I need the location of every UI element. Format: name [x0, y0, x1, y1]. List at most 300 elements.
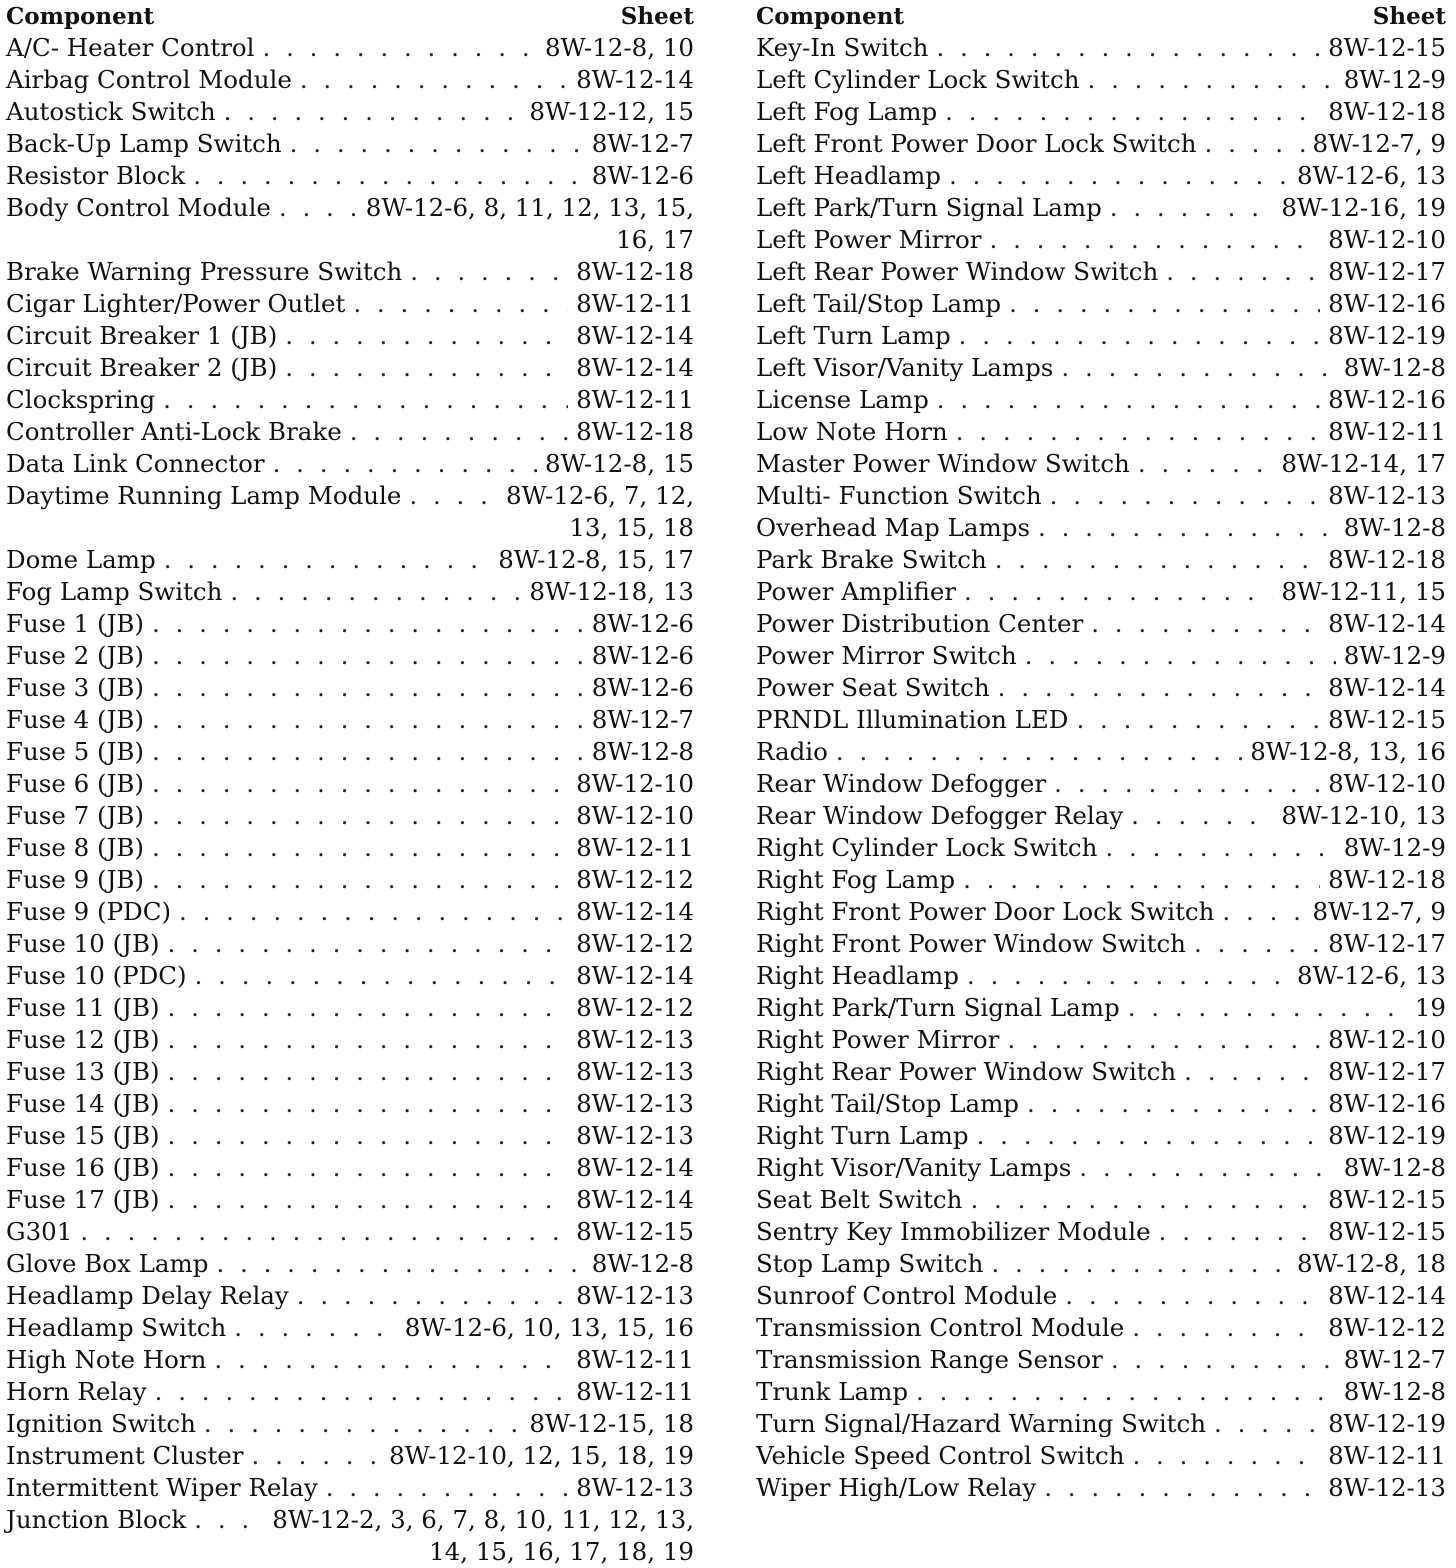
dot-leader	[970, 1184, 1320, 1216]
dot-leader	[1007, 1024, 1320, 1056]
sheet-reference: 8W-12-14	[576, 897, 694, 926]
component-entry	[756, 256, 1446, 288]
dot-leader	[193, 160, 584, 192]
dot-leader	[949, 160, 1289, 192]
component-name: Fuse 8 (JB)	[6, 833, 144, 862]
sheet-reference: 8W-12-8	[1343, 513, 1446, 542]
component-entry	[756, 1408, 1446, 1440]
dot-leader	[836, 736, 1242, 768]
component-entry	[756, 704, 1446, 736]
component-name: Master Power Window Switch	[756, 449, 1130, 478]
component-name: Fuse 6 (JB)	[6, 769, 144, 798]
component-entry	[756, 1312, 1446, 1344]
component-entry	[756, 960, 1446, 992]
component-entry	[6, 192, 694, 224]
dot-leader	[152, 608, 584, 640]
component-name: Left Power Mirror	[756, 225, 982, 254]
dot-leader	[152, 864, 568, 896]
sheet-reference: 8W-12-16	[1328, 289, 1446, 318]
component-entry	[756, 192, 1446, 224]
dot-leader	[1044, 1472, 1320, 1504]
sheet-reference: 8W-12-9	[1343, 833, 1446, 862]
component-name: Right Front Power Door Lock Switch	[756, 897, 1215, 926]
component-entry	[756, 416, 1446, 448]
sheet-reference: 8W-12-9	[1343, 641, 1446, 670]
component-name: Circuit Breaker 2 (JB)	[6, 353, 278, 382]
component-entry	[756, 1056, 1446, 1088]
sheet-reference: 8W-12-10, 12, 15, 18, 19	[389, 1441, 694, 1470]
dot-leader	[152, 800, 568, 832]
component-entry	[6, 64, 694, 96]
component-entry	[6, 1088, 694, 1120]
sheet-reference: 8W-12-10	[1328, 1025, 1446, 1054]
dot-leader	[152, 672, 584, 704]
component-name: Fuse 7 (JB)	[6, 801, 144, 830]
sheet-reference: 8W-12-13	[576, 1281, 694, 1310]
dot-leader	[937, 384, 1320, 416]
component-name: Fuse 15 (JB)	[6, 1121, 160, 1150]
component-entry	[6, 992, 694, 1024]
dot-leader	[1061, 352, 1335, 384]
component-name: Intermittent Wiper Relay	[6, 1473, 318, 1502]
component-name: Right Park/Turn Signal Lamp	[756, 993, 1120, 1022]
component-name: Rear Window Defogger	[756, 769, 1047, 798]
component-name: Autostick Switch	[6, 97, 216, 126]
component-name: Left Front Power Door Lock Switch	[756, 129, 1197, 158]
dot-leader	[168, 928, 569, 960]
component-entry	[756, 608, 1446, 640]
component-entry	[756, 1280, 1446, 1312]
component-entry	[756, 1376, 1446, 1408]
dot-leader	[995, 544, 1320, 576]
component-entry	[6, 864, 694, 896]
dot-leader	[155, 1376, 568, 1408]
dot-leader	[163, 384, 568, 416]
component-name: Left Fog Lamp	[756, 97, 938, 126]
component-heading: Component	[6, 2, 155, 30]
component-name: Body Control Module	[6, 193, 271, 222]
sheet-reference: 8W-12-14	[576, 1185, 694, 1214]
dot-leader	[168, 1024, 569, 1056]
dot-leader	[1038, 512, 1336, 544]
dot-leader	[998, 672, 1320, 704]
dot-leader	[1079, 1152, 1335, 1184]
sheet-reference: 8W-12-13	[1328, 481, 1446, 510]
component-entry	[6, 288, 694, 320]
component-name: Daytime Running Lamp Module	[6, 481, 402, 510]
component-entry	[756, 224, 1446, 256]
component-name: Clockspring	[6, 385, 156, 414]
sheet-reference: 8W-12-6, 10, 13, 15, 16	[404, 1313, 694, 1342]
component-name: Power Mirror Switch	[756, 641, 1017, 670]
component-name: Left Tail/Stop Lamp	[756, 289, 1002, 318]
sheet-reference: 8W-12-18	[1328, 545, 1446, 574]
component-entry	[6, 1472, 694, 1504]
dot-leader	[152, 736, 584, 768]
component-name: Low Note Horn	[756, 417, 948, 446]
component-entry	[6, 896, 694, 928]
component-name: Controller Anti-Lock Brake	[6, 417, 342, 446]
dot-leader	[204, 1408, 521, 1440]
dot-leader	[285, 320, 568, 352]
component-entry	[756, 768, 1446, 800]
dot-leader	[1222, 896, 1304, 928]
component-entry	[756, 1184, 1446, 1216]
sheet-reference: 8W-12-18, 13	[529, 577, 694, 606]
component-entry	[756, 448, 1446, 480]
sheet-reference: 8W-12-8	[1343, 1377, 1446, 1406]
component-name: Dome Lamp	[6, 545, 156, 574]
dot-leader	[230, 576, 521, 608]
sheet-reference: 8W-12-6, 13	[1296, 961, 1446, 990]
dot-leader	[1131, 800, 1273, 832]
component-name: Right Headlamp	[756, 961, 959, 990]
sheet-reference: 8W-12-6, 8, 11, 12, 13, 15,	[365, 193, 694, 222]
sheet-reference: 8W-12-19	[1328, 1121, 1446, 1150]
sheet-reference: 8W-12-8	[591, 1249, 694, 1278]
sheet-reference: 8W-12-8, 15, 17	[498, 545, 694, 574]
sheet-reference: 8W-12-12	[576, 993, 694, 1022]
component-name: Headlamp Switch	[6, 1313, 227, 1342]
dot-leader	[1054, 768, 1320, 800]
sheet-reference: 8W-12-14	[1328, 1281, 1446, 1310]
sheet-reference-continued: 16, 17	[616, 225, 694, 254]
dot-leader	[1110, 192, 1274, 224]
dot-leader	[410, 256, 568, 288]
component-name: Fuse 12 (JB)	[6, 1025, 160, 1054]
sheet-reference: 8W-12-14	[1328, 609, 1446, 638]
dot-leader	[300, 64, 568, 96]
sheet-reference: 8W-12-13	[576, 1121, 694, 1150]
sheet-reference: 8W-12-15	[1328, 33, 1446, 62]
component-entry	[6, 1280, 694, 1312]
dot-leader	[945, 96, 1320, 128]
dot-leader	[80, 1216, 568, 1248]
sheet-reference: 8W-12-8	[1343, 353, 1446, 382]
component-entry	[756, 480, 1446, 512]
component-entry	[6, 160, 694, 192]
sheet-reference: 8W-12-10	[576, 801, 694, 830]
component-entry	[6, 544, 694, 576]
sheet-reference: 8W-12-6, 7, 12,	[505, 481, 694, 510]
sheet-reference: 8W-12-18	[576, 257, 694, 286]
dot-leader	[990, 224, 1321, 256]
component-name: Right Rear Power Window Switch	[756, 1057, 1177, 1086]
sheet-reference-continued: 14, 15, 16, 17, 18, 19	[429, 1537, 694, 1566]
sheet-reference: 8W-12-19	[1328, 321, 1446, 350]
component-name: Airbag Control Module	[6, 65, 292, 94]
sheet-reference: 8W-12-16	[1328, 385, 1446, 414]
sheet-reference: 8W-12-14, 17	[1281, 449, 1446, 478]
sheet-reference: 8W-12-2, 3, 6, 7, 8, 10, 11, 12, 13,	[272, 1505, 694, 1534]
sheet-reference: 8W-12-14	[576, 1153, 694, 1182]
component-entry	[6, 928, 694, 960]
component-name: Right Turn Lamp	[756, 1121, 969, 1150]
component-entry	[6, 1216, 694, 1248]
dot-leader	[164, 544, 490, 576]
component-name: Back-Up Lamp Switch	[6, 129, 282, 158]
dot-leader	[168, 1120, 569, 1152]
component-entry	[756, 1024, 1446, 1056]
sheet-reference: 8W-12-12, 15	[529, 97, 694, 126]
component-entry	[6, 576, 694, 608]
dot-leader	[936, 32, 1320, 64]
sheet-reference: 8W-12-13	[576, 1025, 694, 1054]
dot-leader	[168, 992, 569, 1024]
dot-leader	[152, 768, 568, 800]
component-entry	[756, 1248, 1446, 1280]
sheet-reference: 8W-12-16, 19	[1281, 193, 1446, 222]
dot-leader	[1091, 608, 1320, 640]
component-entry	[6, 256, 694, 288]
dot-leader	[1205, 128, 1305, 160]
component-entry	[756, 1216, 1446, 1248]
component-name: Power Seat Switch	[756, 673, 990, 702]
component-entry	[6, 384, 694, 416]
dot-leader	[263, 32, 537, 64]
component-name: A/C- Heater Control	[6, 33, 255, 62]
dot-leader	[285, 352, 568, 384]
component-entry	[756, 1088, 1446, 1120]
component-name: Fuse 14 (JB)	[6, 1089, 160, 1118]
left-component-list	[6, 32, 694, 1568]
component-entry	[6, 1152, 694, 1184]
component-entry	[6, 416, 694, 448]
dot-leader	[1159, 1216, 1320, 1248]
sheet-reference: 8W-12-10	[1328, 225, 1446, 254]
component-entry	[6, 1120, 694, 1152]
sheet-reference: 8W-12-11	[576, 833, 694, 862]
sheet-reference: 8W-12-8, 15	[544, 449, 694, 478]
component-name: Resistor Block	[6, 161, 186, 190]
dot-leader	[967, 960, 1289, 992]
component-name: Power Distribution Center	[756, 609, 1084, 638]
component-name: Wiper High/Low Relay	[756, 1473, 1037, 1502]
component-name: Fuse 10 (PDC)	[6, 961, 187, 990]
dot-leader	[1076, 704, 1320, 736]
component-name: Fuse 4 (JB)	[6, 705, 144, 734]
component-entry	[6, 1024, 694, 1056]
component-entry	[756, 1152, 1446, 1184]
dot-leader	[179, 896, 568, 928]
dot-leader	[1128, 992, 1407, 1024]
sheet-reference: 8W-12-12	[1328, 1313, 1446, 1342]
component-name: Fuse 11 (JB)	[6, 993, 160, 1022]
component-entry	[756, 928, 1446, 960]
component-name: Left Turn Lamp	[756, 321, 951, 350]
sheet-reference: 8W-12-11, 15	[1281, 577, 1446, 606]
component-entry	[756, 512, 1446, 544]
sheet-reference: 8W-12-18	[1328, 97, 1446, 126]
sheet-reference: 8W-12-14	[1328, 673, 1446, 702]
component-name: Left Rear Power Window Switch	[756, 257, 1159, 286]
sheet-reference: 8W-12-14	[576, 321, 694, 350]
component-entry	[6, 672, 694, 704]
component-entry	[6, 640, 694, 672]
component-entry	[6, 320, 694, 352]
sheet-reference-continued: 13, 15, 18	[569, 513, 694, 542]
component-entry	[6, 832, 694, 864]
component-entry	[756, 384, 1446, 416]
sheet-reference: 8W-12-8, 13, 16	[1250, 737, 1446, 766]
component-name: Fuse 9 (JB)	[6, 865, 144, 894]
component-name: Left Cylinder Lock Switch	[756, 65, 1080, 94]
dot-leader	[152, 704, 584, 736]
component-name: Fuse 2 (JB)	[6, 641, 144, 670]
component-entry	[6, 480, 694, 512]
component-entry	[756, 992, 1446, 1024]
dot-leader	[297, 1280, 568, 1312]
component-name: Stop Lamp Switch	[756, 1249, 984, 1278]
component-entry	[6, 1504, 694, 1536]
component-name: Sunroof Control Module	[756, 1281, 1058, 1310]
sheet-reference: 8W-12-16	[1328, 1089, 1446, 1118]
component-name: Fuse 16 (JB)	[6, 1153, 160, 1182]
component-entry	[756, 128, 1446, 160]
dot-leader	[991, 1248, 1289, 1280]
component-name: Turn Signal/Hazard Warning Switch	[756, 1409, 1207, 1438]
sheet-reference: 8W-12-8	[1343, 1153, 1446, 1182]
component-name: Rear Window Defogger Relay	[756, 801, 1124, 830]
dot-leader	[1065, 1280, 1320, 1312]
sheet-reference: 8W-12-6	[591, 673, 694, 702]
component-entry	[6, 704, 694, 736]
component-entry	[6, 352, 694, 384]
sheet-reference: 8W-12-7	[1343, 1345, 1446, 1374]
dot-leader	[1111, 1344, 1336, 1376]
component-name: Vehicle Speed Control Switch	[756, 1441, 1125, 1470]
dot-leader	[1027, 1088, 1320, 1120]
component-name: Radio	[756, 737, 828, 766]
sheet-reference: 8W-12-17	[1328, 257, 1446, 286]
sheet-reference: 8W-12-19	[1328, 1409, 1446, 1438]
component-name: G301	[6, 1217, 73, 1246]
sheet-reference: 8W-12-8, 10	[544, 33, 694, 62]
component-name: Fuse 1 (JB)	[6, 609, 144, 638]
left-column	[6, 0, 694, 1568]
component-name: Fuse 17 (JB)	[6, 1185, 160, 1214]
component-name: Left Headlamp	[756, 161, 941, 190]
sheet-reference: 8W-12-12	[576, 865, 694, 894]
component-entry	[6, 608, 694, 640]
component-entry	[6, 128, 694, 160]
component-name: Multi- Function Switch	[756, 481, 1042, 510]
sheet-reference: 8W-12-10	[1328, 769, 1446, 798]
component-name: Fog Lamp Switch	[6, 577, 223, 606]
sheet-reference: 8W-12-14	[576, 961, 694, 990]
component-name: Power Amplifier	[756, 577, 957, 606]
sheet-reference: 8W-12-6	[591, 609, 694, 638]
sheet-reference: 8W-12-15, 18	[529, 1409, 694, 1438]
dot-leader	[964, 576, 1273, 608]
sheet-reference: 8W-12-6	[591, 641, 694, 670]
dot-leader	[152, 832, 568, 864]
dot-leader	[1132, 1440, 1320, 1472]
component-entry	[756, 64, 1446, 96]
sheet-reference: 8W-12-15	[576, 1217, 694, 1246]
sheet-reference: 8W-12-18	[576, 417, 694, 446]
component-name: Right Tail/Stop Lamp	[756, 1089, 1019, 1118]
component-name: Right Visor/Vanity Lamps	[756, 1153, 1072, 1182]
dot-leader	[977, 1120, 1321, 1152]
dot-leader	[1132, 1312, 1320, 1344]
component-name: Overhead Map Lamps	[756, 513, 1031, 542]
dot-leader	[234, 1312, 396, 1344]
dot-leader	[279, 192, 358, 224]
dot-leader	[214, 1344, 568, 1376]
sheet-reference: 8W-12-6	[591, 161, 694, 190]
component-name: High Note Horn	[6, 1345, 207, 1374]
sheet-reference: 8W-12-11	[1328, 1441, 1446, 1470]
dot-leader	[168, 1056, 569, 1088]
component-entry	[756, 1440, 1446, 1472]
component-entry	[6, 1056, 694, 1088]
component-entry	[6, 1248, 694, 1280]
sheet-reference: 8W-12-9	[1343, 65, 1446, 94]
component-entry	[756, 640, 1446, 672]
sheet-reference: 8W-12-11	[1328, 417, 1446, 446]
sheet-reference: 8W-12-13	[576, 1089, 694, 1118]
dot-leader	[1025, 640, 1336, 672]
component-entry	[756, 320, 1446, 352]
component-name: Ignition Switch	[6, 1409, 196, 1438]
dot-leader	[326, 1472, 568, 1504]
component-name: PRNDL Illumination LED	[756, 705, 1069, 734]
component-name: Fuse 13 (JB)	[6, 1057, 160, 1086]
component-entry	[6, 736, 694, 768]
sheet-reference: 8W-12-10	[576, 769, 694, 798]
component-name: Right Cylinder Lock Switch	[756, 833, 1098, 862]
component-entry	[6, 32, 694, 64]
sheet-reference: 8W-12-11	[576, 1377, 694, 1406]
sheet-reference: 8W-12-12	[576, 929, 694, 958]
component-name: Fuse 5 (JB)	[6, 737, 144, 766]
component-entry	[756, 32, 1446, 64]
component-entry	[756, 800, 1446, 832]
component-entry	[6, 960, 694, 992]
component-name: Park Brake Switch	[756, 545, 987, 574]
sheet-reference: 19	[1414, 993, 1446, 1022]
component-name: Right Front Power Window Switch	[756, 929, 1186, 958]
component-name: License Lamp	[756, 385, 929, 414]
component-name: Fuse 3 (JB)	[6, 673, 144, 702]
dot-leader	[168, 1088, 569, 1120]
dot-leader	[1050, 480, 1320, 512]
component-name: Headlamp Delay Relay	[6, 1281, 289, 1310]
component-name: Sentry Key Immobilizer Module	[756, 1217, 1151, 1246]
dot-leader	[1105, 832, 1335, 864]
component-name: Seat Belt Switch	[756, 1185, 963, 1214]
dot-leader	[1166, 256, 1320, 288]
component-name: Glove Box Lamp	[6, 1249, 209, 1278]
component-name: Circuit Breaker 1 (JB)	[6, 321, 278, 350]
dot-leader	[1088, 64, 1336, 96]
sheet-heading: Sheet	[1372, 2, 1446, 30]
component-entry	[6, 800, 694, 832]
sheet-reference: 8W-12-7	[591, 705, 694, 734]
right-component-list	[756, 32, 1446, 1504]
sheet-reference: 8W-12-7, 9	[1312, 129, 1446, 158]
dot-leader	[195, 960, 569, 992]
component-entry	[756, 1120, 1446, 1152]
component-entry	[756, 288, 1446, 320]
sheet-reference: 8W-12-14	[576, 65, 694, 94]
right-column-header	[756, 0, 1446, 32]
component-name: Fuse 10 (JB)	[6, 929, 160, 958]
dot-leader	[194, 1504, 264, 1536]
component-name: Key-In Switch	[756, 33, 929, 62]
component-entry	[6, 1344, 694, 1376]
